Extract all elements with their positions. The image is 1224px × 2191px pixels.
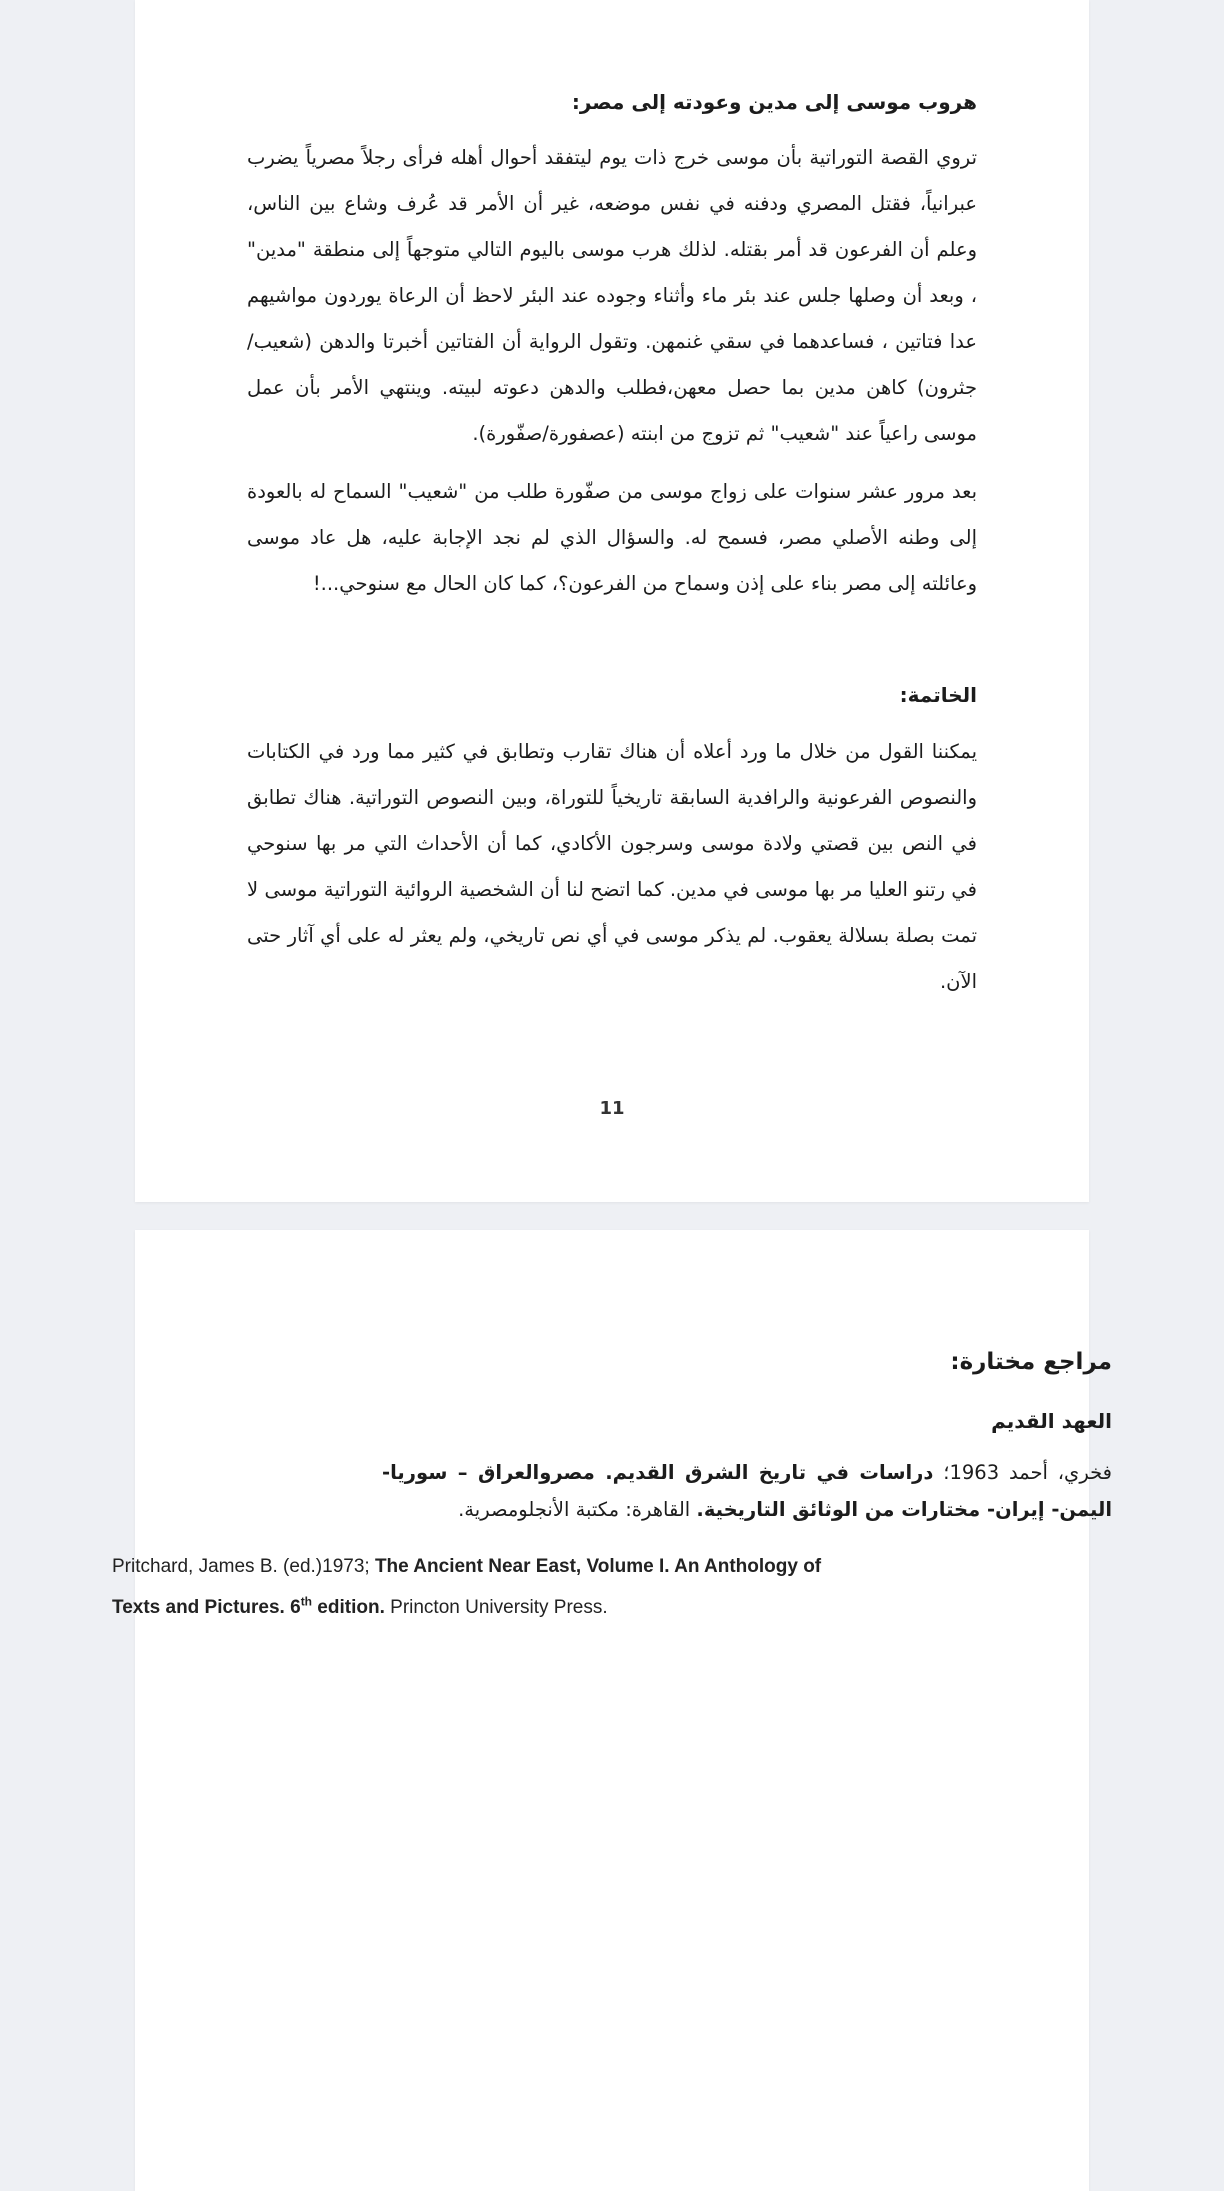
ref-author: فخري، أحمد 1963؛	[943, 1461, 1112, 1484]
conclusion-title: الخاتمة:	[899, 683, 977, 707]
section-body	[247, 135, 977, 457]
ref-edition-sup: th	[300, 1594, 313, 1609]
ref-publisher: القاهرة: مكتبة الأنجلومصرية.	[458, 1498, 691, 1521]
ref-title: دراسات في تاريخ الشرق القديم. مصروالعراق – سوريا- اليمن- إيران- مختارات من الوثائق التاريخية.	[382, 1461, 1112, 1521]
paragraph: تروي القصة التوراتية بأن موسى خرج ذات يوم ليتفقد أحوال أهله فرأى رجلاً مصرياً يضرب عبرانياً، فقتل المصري ودفنه في نفس موضعه، غير أن الأمر قد عُرف وشاع بين الناس، وعلم أن الفرعون قد أمر بقتله. لذلك هرب موسى باليوم التالي متوجهاً إلى منطقة "مدين" ، وبعد أن وصلها جلس عند بئر ماء وأثناء وجوده عند البئر لاحظ أن الرعاة يوردون مواشيهم عدا فتاتين ، فساعدهما في سقي غنمهن. وتقول الرواية أن الفتاتين أخبرتا والدهن (شعيب/ جثرون) كاهن مدين بما حصل معهن،فطلب والدهن دعوته لبيته. وينتهي الأمر بأن عمل موسى راعياً عند "شعيب" ثم تزوج من ابنته (عصفورة/صفّورة).	[247, 146, 977, 445]
ref-edition	[290, 1594, 385, 1618]
page-number: 11	[599, 1098, 625, 1119]
reference-arabic	[382, 1454, 1112, 1528]
old-testament-title: العهد القديم	[991, 1409, 1112, 1433]
section-body-2	[247, 469, 977, 607]
paragraph: يمكننا القول من خلال ما ورد أعلاه أن هناك تقارب وتطابق في كثير مما ورد في الكتابات والنصوص الفرعونية والرافدية السابقة تاريخياً للتوراة، وبين النصوص التوراتية. هناك تطابق في النص بين قصتي ولادة موسى وسرجون الأكادي، كما أن الأحداث التي مر بها سنوحي في رتنو العليا مر بها موسى في مدين. كما اتضح لنا أن الشخصية الروائية التوراتية موسى لا تمت بصلة بسلالة يعقوب. لم يذكر موسى في أي نص تاريخي، ولم يعثر له على أي آثار حتى الآن.	[247, 740, 977, 993]
ref-title: The Ancient Near East, Volume I. An Anthology of Texts and Pictures.	[112, 1556, 822, 1618]
paragraph: بعد مرور عشر سنوات على زواج موسى من صفّورة طلب من "شعيب" السماح له بالعودة إلى وطنه الأصلي مصر، فسمح له. والسؤال الذي لم نجد الإجابة عليه، هل عاد موسى وعائلته إلى مصر بناء على إذن وسماح من الفرعون؟، كما كان الحال مع سنوحي...!	[247, 480, 977, 595]
ref-edition-word: edition.	[317, 1597, 385, 1618]
conclusion-body	[247, 729, 977, 1005]
references-title: مراجع مختارة:	[950, 1349, 1112, 1375]
section-title: هروب موسى إلى مدين وعودته إلى مصر:	[571, 90, 977, 114]
ref-publisher: Princton University Press.	[390, 1597, 608, 1618]
ref-author: Pritchard, James B. (ed.)1973;	[112, 1556, 370, 1577]
ref-edition-num: 6	[290, 1597, 301, 1618]
reference-english	[112, 1546, 842, 1628]
page-11	[135, 0, 1089, 1202]
